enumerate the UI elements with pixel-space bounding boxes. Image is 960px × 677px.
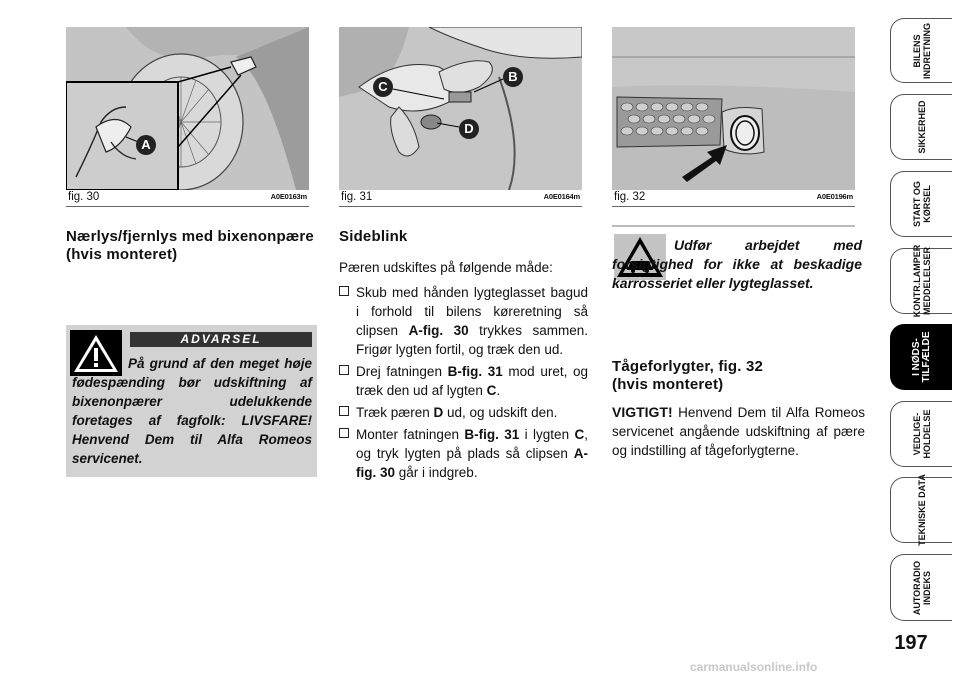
warning-title: ADVARSEL bbox=[130, 332, 312, 347]
bixenon-heading: Nærlys/fjernlys med bixenonpære (hvis monteret) bbox=[66, 228, 314, 263]
watermark: carmanualsonline.info bbox=[690, 660, 818, 674]
figure-30-image bbox=[66, 27, 309, 190]
caution-rule bbox=[612, 225, 855, 227]
warning-text: På grund af den meget høje fødespænding bør udskiftning af bixenonpærer udelukkende foretages af fagfolk: LIVSFARE! Henvend Dem til Alfa Romeos servicenet. bbox=[72, 356, 312, 466]
callout-d: D bbox=[464, 121, 474, 136]
divider bbox=[339, 206, 582, 207]
figure-code: A0E0196m bbox=[816, 192, 853, 201]
figure-32-caption bbox=[612, 191, 855, 205]
figure-code: A0E0163m bbox=[270, 192, 307, 201]
figure-30-caption bbox=[66, 191, 309, 205]
callout-c: C bbox=[378, 79, 388, 94]
page-number: 197 bbox=[894, 632, 928, 654]
tab-start-og-koersel[interactable]: START OG KØRSEL bbox=[890, 171, 952, 237]
checkbox-bullet-icon bbox=[339, 428, 349, 438]
tab-sikkerhed[interactable]: SIKKERHED bbox=[890, 94, 952, 160]
step-item: Træk pæren D ud, og udskift den. bbox=[339, 403, 588, 422]
tab-vedligeholdelse[interactable]: VEDLIGE- HOLDELSE bbox=[890, 401, 952, 467]
callout-b: B bbox=[508, 69, 518, 84]
fog-body: VIGTIGT! Henvend Dem til Alfa Romeos servicenet angående udskiftning af pære og indstilling af tågeforlygterne. bbox=[612, 404, 865, 458]
tab-i-noedstilfaelde[interactable]: I NØDS- TILFÆLDE bbox=[890, 324, 952, 390]
figure-label: fig. 31 bbox=[341, 191, 373, 203]
divider bbox=[66, 206, 309, 207]
fog-heading: Tågeforlygter, fig. 32 (hvis monteret) bbox=[612, 358, 764, 393]
step-item: Drej fatningen B-fig. 31 mod uret, og træk den ud af lygten C. bbox=[339, 362, 588, 400]
tab-kontrollamper[interactable]: KONTR.LAMPER MEDDELELSER bbox=[890, 248, 952, 314]
figure-label: fig. 30 bbox=[68, 191, 100, 203]
chapter-tabs bbox=[890, 0, 960, 677]
figure-31-caption bbox=[339, 191, 582, 205]
step-item: Monter fatningen B-fig. 31 i lygten C, og tryk lygten på plads så clipsen A-fig. 30 går i indgreb. bbox=[339, 425, 588, 482]
checkbox-bullet-icon bbox=[339, 365, 349, 375]
figure-code: A0E0164m bbox=[543, 192, 580, 201]
sideblink-heading: Sideblink bbox=[339, 228, 408, 245]
callout-a: A bbox=[141, 137, 151, 152]
warning-box bbox=[66, 325, 317, 477]
caution-text: Udfør arbejdet med forsigtighed for ikke at beskadige karrosseriet eller lygteglasset. bbox=[612, 237, 862, 291]
step-item: Skub med hånden lygteglasset bagud i forhold til bilens køreretning så clipsen A-fig. 30 trykkes sammen. Frigør lygten fortil, og træk den ud. bbox=[339, 283, 588, 359]
tab-tekniske-data[interactable]: TEKNISKE DATA bbox=[890, 477, 952, 543]
figure-31-image bbox=[339, 27, 582, 190]
divider bbox=[612, 206, 855, 207]
figure-label: fig. 32 bbox=[614, 191, 646, 203]
checkbox-bullet-icon bbox=[339, 286, 349, 296]
checkbox-bullet-icon bbox=[339, 406, 349, 416]
important-label: VIGTIGT! bbox=[612, 404, 673, 420]
tab-autoradio-indeks[interactable]: AUTORADIO INDEKS bbox=[890, 554, 952, 621]
tab-bilens-indretning[interactable]: BILENS INDRETNING bbox=[890, 18, 952, 83]
sideblink-intro: Pæren udskiftes på følgende måde: bbox=[339, 260, 553, 275]
sideblink-body bbox=[339, 258, 588, 485]
figure-32-image bbox=[612, 27, 855, 190]
